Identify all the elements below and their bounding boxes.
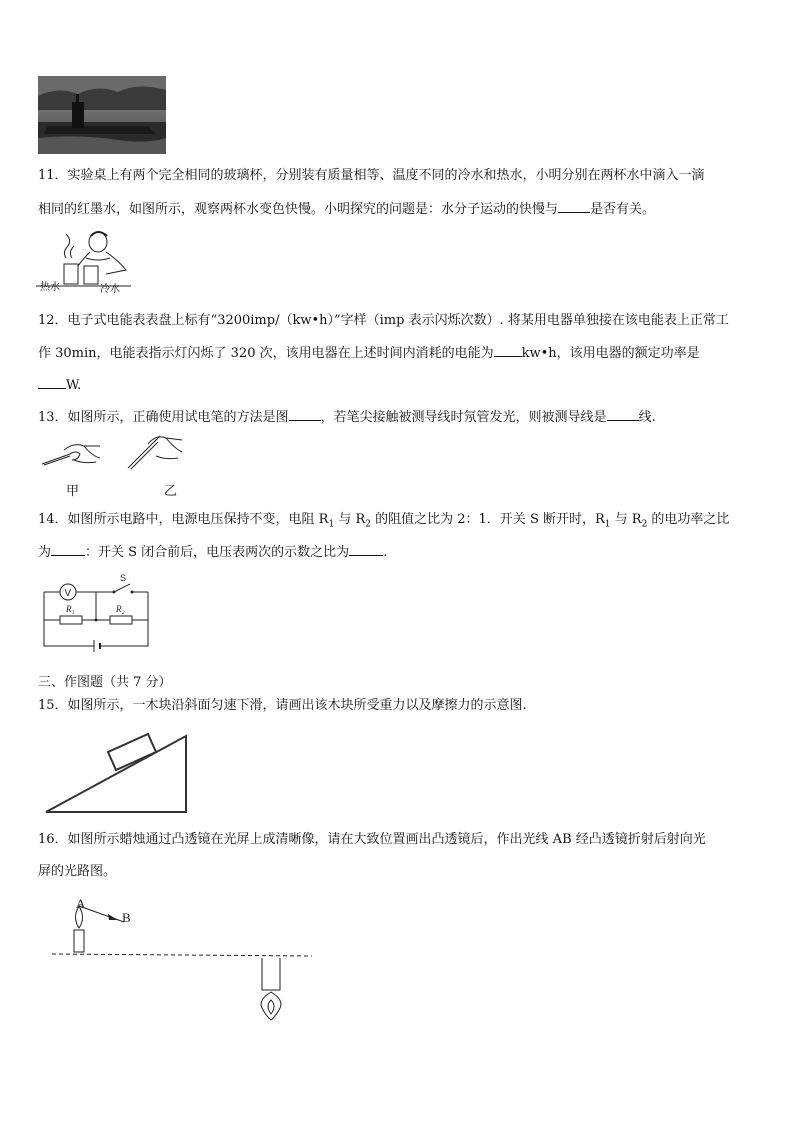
- q13-text-a: 13．如图所示，正确使用试电笔的方法是图: [38, 410, 289, 425]
- figure-jia-label: 甲: [66, 484, 80, 499]
- q11-line2-text: 相同的红墨水，如图所示，观察两杯水变色快慢。小明探究的问题是：水分子运动的快慢与: [38, 202, 559, 217]
- point-b-label: B: [122, 910, 131, 925]
- q13-wire-blank[interactable]: [607, 406, 639, 421]
- q14-sub3: 1: [604, 519, 611, 530]
- q14-text-e: 的电功率之比: [647, 512, 730, 527]
- q14-line1: [38, 510, 729, 535]
- r1-label: R₁: [66, 604, 75, 614]
- q14-sub1: 1: [328, 519, 335, 530]
- q14-power-ratio-blank[interactable]: [51, 541, 85, 556]
- q14-sub2: 2: [365, 519, 371, 530]
- q16-line2: 屏的光路图。: [38, 864, 117, 879]
- q14-text-a: 14．如图所示电路中，电源电压保持不变，电阻 R: [38, 512, 329, 527]
- q14-text-c: 的阻值之比为 2：1．开关 S 断开时，R: [371, 512, 605, 527]
- q14-sub4: 2: [641, 519, 648, 530]
- cold-water-label: 冷水: [100, 284, 120, 295]
- section-title: 三、作图题（共 7 分）: [38, 675, 172, 690]
- q12-line2: [38, 342, 700, 364]
- q11-line2-end: 是否有关。: [590, 202, 656, 217]
- point-a-label: A: [76, 896, 86, 911]
- q14-voltage-ratio-blank[interactable]: [349, 541, 383, 556]
- switch-label: S: [120, 573, 127, 583]
- q14-text-h: .: [383, 545, 388, 560]
- r2-label: R₂: [116, 604, 125, 614]
- voltmeter-label: V: [64, 588, 72, 599]
- q12-power-blank[interactable]: [38, 374, 66, 389]
- q13-text-c: 线.: [638, 410, 656, 425]
- q11-line2: [38, 198, 655, 220]
- incline-block-figure: [44, 726, 190, 816]
- q12-line1: 12．电子式电能表表盘上标有“3200imp/（kw•h）”字样（imp 表示闪烁次数）. 将某用电器单独接在该电能表上正常工: [38, 313, 729, 328]
- q13-text-b: ，若笔尖接触被测导线时氖管发光，则被测导线是: [320, 410, 607, 425]
- q13-figure-blank[interactable]: [289, 406, 321, 421]
- test-pen-figure-yi: [126, 432, 184, 472]
- q11-line1: 11．实验桌上有两个完全相同的玻璃杯，分别装有质量相等、温度不同的冷水和热水，小明分别在两杯水中滴入一滴: [38, 168, 705, 183]
- hot-water-label: 热水: [40, 282, 60, 293]
- q13-line1: [38, 406, 656, 428]
- q12-energy-blank[interactable]: [494, 342, 522, 357]
- q12-line3: [38, 374, 81, 396]
- q16-line1: 16．如图所示蜡烛通过凸透镜在光屏上成清晰像，请在大致位置画出凸透镜后，作出光线 AB 经凸透镜折射后射向光: [38, 832, 706, 847]
- q14-text-g: ：开关 S 闭合前后，电压表两次的示数之比为: [85, 545, 350, 560]
- q12-line3-end: W.: [66, 378, 82, 393]
- submarine-photo: [38, 76, 166, 154]
- q15-text: 15．如图所示，一木块沿斜面匀速下滑，请画出该木块所受重力以及摩擦力的示意图.: [38, 698, 527, 713]
- q12-line2-mid: kw•h，该用电器的额定功率是: [521, 346, 700, 361]
- q11-answer-blank[interactable]: [558, 198, 590, 213]
- q14-text-b: 与 R: [334, 512, 366, 527]
- q14-text-d: 与 R: [610, 512, 642, 527]
- circuit-diagram: [38, 572, 154, 656]
- q14-text-f: 为: [38, 545, 52, 560]
- candle-lens-figure: [50, 896, 320, 1024]
- q12-line2-text: 作 30min，电能表指示灯闪烁了 320 次，该用电器在上述时间内消耗的电能为: [38, 346, 494, 361]
- test-pen-figure-jia: [40, 436, 102, 472]
- q14-line2: [38, 541, 387, 563]
- figure-yi-label: 乙: [164, 484, 178, 499]
